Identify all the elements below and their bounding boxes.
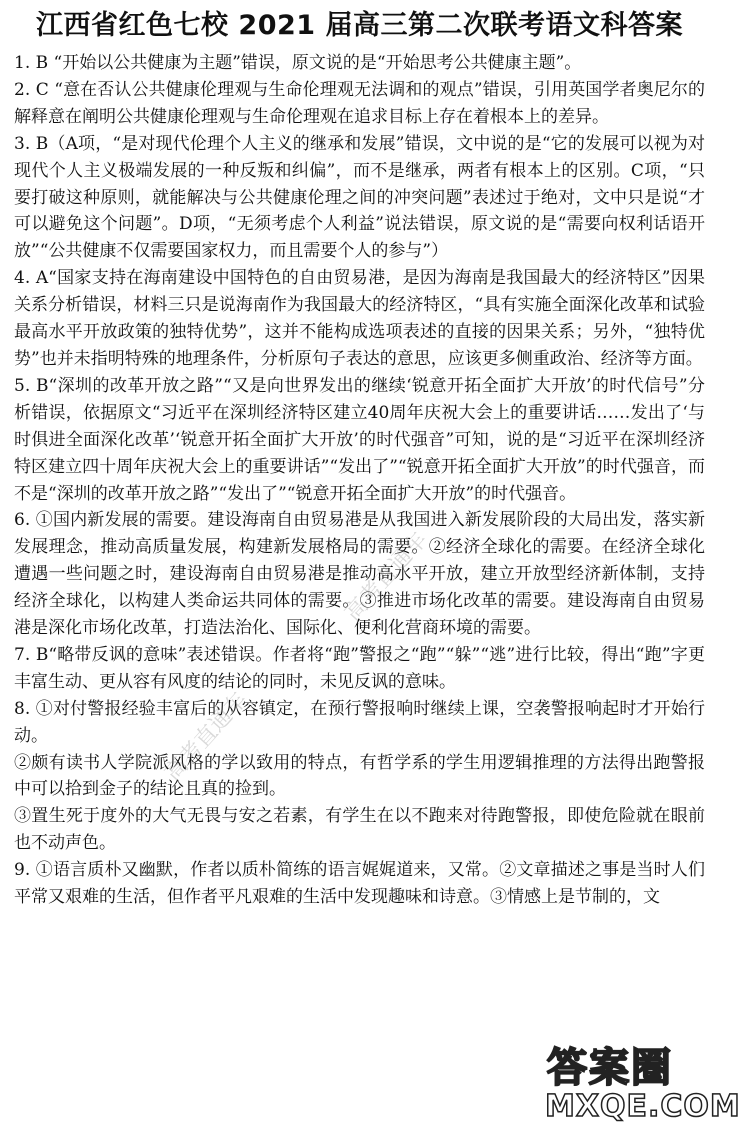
watermark-text: 高考直通车: [160, 687, 253, 787]
answer-item-3: 3. B（A项，“是对现代伦理个人主义的继承和发展”错误，文中说的是“它的发展可以视为对现代个人主义极端发展的一种反叛和纠偏”，而不是继承，两者有根本上的区别。C项，“只要打破这种原则，就能解决与公共健康伦理之间的冲突问题”表述过于绝对，文中只是说“才可以避免这个问题”。D项，“无须考虑个人利益”说法错误，原文说的是“需要向权利话语开放”“公共健康不仅需要国家权力，而且需要个人的参与”）: [14, 133, 705, 262]
watermark-text: 高考直通车: [340, 527, 433, 627]
site-logo: [537, 1028, 741, 1132]
answer-item-1: 1. B “开始以公共健康为主题”错误，原文说的是“开始思考公共健康主题”。: [14, 53, 582, 73]
answer-item-2: 2. C “意在否认公共健康伦理观与生命伦理观无法调和的观点”错误，引用英国学者奥尼尔的解释意在阐明公共健康伦理观与生命伦理观在追求目标上存在着根本上的差异。: [14, 79, 705, 127]
answer-item-5: 5. B“深圳的改革开放之路”“又是向世界发出的继续‘锐意开拓全面扩大开放’的时代信号”分析错误，依据原文“习近平在深圳经济特区建立40周年庆祝大会上的重要讲话……发出了‘与时俱进全面深化改革’‘锐意开拓全面扩大开放’的时代强音”可知，说的是“习近平在深圳经济特区建立四十周年庆祝大会上的重要讲话”“发出了”“锐意开拓全面扩大开放”的时代强音，而不是“深圳的改革开放之路”“发出了”“锐意开拓全面扩大开放”的时代强音。: [14, 375, 705, 504]
answer-item-7: 7. B“略带反讽的意味”表述错误。作者将“跑”警报之“跑”“躲”“逃”进行比较，得出“跑”字更丰富生动、更从容有风度的结论的同时，未见反讽的意味。: [14, 644, 705, 692]
answer-item-8-point-3: ③置生死于度外的大气无畏与安之若素，有学生在以不跑来对待跑警报，即使危险就在眼前也不动声色。: [14, 806, 705, 854]
answer-item-6: 6. ①国内新发展的需要。建设海南自由贸易港是从我国进入新发展阶段的大局出发，落实新发展理念，推动高质量发展，构建新发展格局的需要。②经济全球化的需要。在经济全球化遭遇一些问题之时，建设海南自由贸易港是推动高水平开放，建立开放型经济新体制，支持经济全球化，以构建人类命运共同体的需要。③推进市场化改革的需要。建设海南自由贸易港是深化市场化改革，打造法治化、国际化、便利化营商环境的需要。: [14, 510, 705, 639]
logo-brand-text: 答案圈: [547, 1045, 673, 1091]
document-title: 江西省红色七校 2021 届高三第二次联考语文科答案: [36, 10, 683, 41]
answer-body: [14, 50, 705, 911]
answer-item-8-point-1: 8. ①对付警报经验丰富后的从容镇定，在预行警报响时继续上课，空袭警报响起时才开始行动。: [14, 698, 705, 746]
answer-item-8-point-2: ②颇有读书人学院派风格的学以致用的特点，有哲学系的学生用逻辑推理的方法得出跑警报中可以拾到金子的结论且真的捡到。: [14, 752, 705, 800]
logo-domain-text: MXQE.COM: [545, 1089, 741, 1124]
answer-item-4: 4. A“国家支持在海南建设中国特色的自由贸易港，是因为海南是我国最大的经济特区”因果关系分析错误，材料三只是说海南作为我国最大的经济特区，“具有实施全面深化改革和试验最高水平开放政策的独特优势”，这并不能构成选项表述的直接的因果关系；另外，“独特优势”也并未指明特殊的地理条件，分析原句子表达的意思，应该更多侧重政治、经济等方面。: [14, 268, 705, 369]
answer-item-9: 9. ①语言质朴又幽默，作者以质朴简练的语言娓娓道来，又常。②文章描述之事是当时人们平常又艰难的生活，但作者平凡艰难的生活中发现趣味和诗意。③情感上是节制的，文: [14, 860, 705, 908]
